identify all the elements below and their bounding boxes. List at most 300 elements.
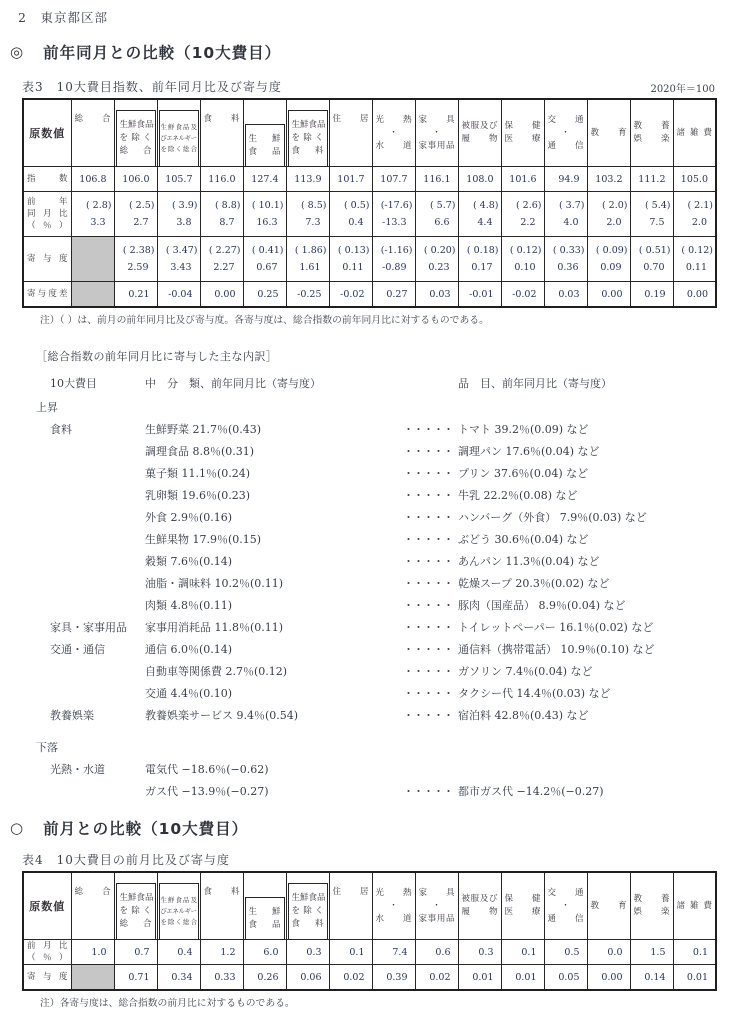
header-char: 食	[203, 887, 213, 897]
header-char: 生	[248, 133, 258, 144]
main-value: 3.43	[170, 261, 192, 273]
header-line	[24, 952, 71, 964]
header-line	[160, 144, 198, 155]
header-line	[545, 140, 587, 153]
header-char: 被	[461, 121, 471, 131]
column-header-cell	[114, 872, 157, 940]
paren-value: ( 0.33)	[552, 244, 585, 256]
header-char: 比	[58, 209, 68, 219]
header-char: 養	[660, 121, 670, 131]
main-value: 0.17	[471, 261, 493, 273]
main-value: 2.27	[213, 261, 235, 273]
header-line	[289, 918, 327, 931]
header-char: 前	[27, 197, 36, 207]
header-row	[23, 872, 716, 940]
main-value: 7.5	[649, 216, 665, 228]
header-char: ギ	[184, 134, 191, 142]
item-value: トイレットペーパー 16.1％(0.02) など	[458, 621, 654, 634]
header-line	[201, 886, 243, 899]
column-header-wrap	[459, 873, 501, 939]
header-line	[373, 140, 415, 153]
value-cell: -0.02	[329, 282, 372, 308]
value-cell: 0.1	[329, 940, 372, 965]
header-char: 月	[42, 209, 52, 219]
category-label: 食料	[50, 423, 72, 436]
header-char: 除	[168, 918, 174, 926]
value-cell	[114, 192, 157, 237]
header-char: 被	[461, 894, 471, 904]
value-cell: 0.39	[372, 965, 415, 991]
header-line	[416, 913, 458, 926]
column-header-box	[159, 883, 199, 939]
section-heading-yoy	[10, 41, 737, 63]
header-char: 食	[136, 120, 146, 130]
header-char: 熱	[402, 114, 412, 125]
header-line	[117, 892, 155, 905]
main-value: 3.3	[90, 216, 106, 228]
paren-value: ( 0.12)	[681, 244, 713, 256]
header-line	[631, 133, 673, 146]
category-label	[36, 595, 145, 617]
header-line	[24, 208, 71, 220]
item-cell	[403, 507, 647, 529]
header-char: 前	[27, 941, 36, 951]
header-line	[674, 127, 716, 140]
header-line	[24, 196, 71, 208]
header-char: 物	[488, 907, 498, 917]
column-header-cell	[415, 99, 458, 167]
header-line	[289, 145, 327, 158]
value-cell: 0.71	[114, 965, 157, 991]
header-char: 具	[445, 887, 455, 898]
header-char: く	[314, 133, 324, 143]
column-header-wrap	[244, 873, 286, 939]
mom-index-table	[22, 871, 717, 991]
item-cell	[403, 683, 611, 705]
main-value: 1.61	[299, 261, 321, 273]
value-cell	[243, 192, 286, 237]
value-cell: 101.7	[329, 167, 372, 192]
header-char: 履	[461, 907, 471, 917]
header-char: 履	[461, 134, 471, 144]
header-char: 合	[190, 145, 197, 153]
column-header-wrap	[502, 873, 544, 939]
header-char: 家	[418, 140, 428, 151]
item-cell	[403, 595, 626, 617]
header-char: 食	[248, 919, 258, 930]
table-row	[23, 237, 716, 282]
column-header-cell	[372, 99, 415, 167]
column-header-cell	[329, 99, 372, 167]
breakdown-row	[36, 639, 737, 661]
value-cell	[372, 237, 415, 282]
category-label	[36, 463, 145, 485]
header-char: 服	[470, 894, 480, 904]
header-char: 料	[314, 919, 324, 929]
category-label	[36, 441, 145, 463]
header-line	[502, 120, 544, 133]
value-cell: 7.4	[372, 940, 415, 965]
main-value: 16.3	[256, 216, 278, 228]
header-line	[588, 127, 630, 140]
column-header-wrap	[631, 100, 673, 166]
value-cell	[673, 237, 716, 282]
column-header-cell	[200, 872, 243, 940]
header-char: 食	[308, 120, 318, 130]
item-value: 調理パン 17.6％(0.04) など	[458, 445, 600, 458]
paren-value: ( 2.6)	[515, 199, 542, 211]
header-line	[117, 119, 155, 132]
column-header-box	[245, 897, 285, 939]
paren-value: ( 2.5)	[128, 199, 155, 211]
dots-leader: ・・・・・	[403, 489, 453, 502]
main-value: 7.3	[305, 216, 321, 228]
header-line	[289, 132, 327, 145]
paren-value: ( 0.09)	[595, 244, 628, 256]
column-header-wrap	[416, 100, 458, 166]
header-char: 寄	[27, 289, 36, 299]
value-cell	[673, 192, 716, 237]
header-char: 教	[590, 127, 600, 138]
header-char: 健	[531, 121, 541, 131]
header-char: 用	[436, 913, 446, 924]
header-char: 除	[131, 906, 140, 916]
value-cell: 116.0	[200, 167, 243, 192]
breakdown-header	[36, 373, 737, 395]
header-line	[631, 120, 673, 133]
value-cell: 94.9	[544, 167, 587, 192]
main-value: 2.2	[520, 216, 536, 228]
dots-leader: ・・・・・	[403, 445, 453, 458]
column-header-cell	[458, 872, 501, 940]
header-char: び	[160, 907, 167, 915]
direction-label: 下落	[36, 741, 58, 754]
header-line	[117, 918, 155, 931]
value-cell: 0.05	[544, 965, 587, 991]
header-char: 通	[547, 140, 557, 151]
header-line: ・	[432, 127, 441, 138]
header-char: 生	[119, 893, 129, 903]
column-header-box	[288, 883, 328, 939]
paren-value: ( 8.5)	[300, 199, 327, 211]
value-cell	[200, 237, 243, 282]
main-value: 3.8	[176, 216, 192, 228]
header-char: 総	[183, 918, 189, 926]
header-char: く	[142, 906, 152, 916]
header-char: 熱	[402, 887, 412, 898]
column-header-cell	[286, 872, 329, 940]
value-cell: -0.04	[157, 282, 200, 308]
value-cell: 105.0	[673, 167, 716, 192]
header-char: 療	[531, 907, 541, 917]
paren-value: ( 0.18)	[466, 244, 499, 256]
dots-leader: ・・・・・	[403, 533, 453, 546]
item-cell	[403, 529, 589, 551]
header-char: 食	[136, 893, 146, 903]
header-line	[416, 887, 458, 900]
header-char: く	[314, 906, 324, 916]
header-char: 事	[427, 913, 437, 924]
main-value: -13.3	[382, 216, 407, 228]
header-char: 料	[230, 887, 240, 897]
header-char: ）	[58, 221, 68, 231]
main-value: 2.59	[127, 261, 149, 273]
category-label	[36, 661, 145, 683]
row-label-cell	[23, 965, 71, 991]
main-value: 6.6	[434, 216, 450, 228]
main-value: 0.70	[643, 261, 665, 273]
value-cell: 0.0	[587, 940, 630, 965]
breakdown-row	[36, 463, 737, 485]
value-cell: 0.00	[200, 282, 243, 308]
value-cell	[71, 237, 114, 282]
header-char: 服	[470, 121, 480, 131]
header-char: 鮮	[168, 123, 174, 131]
header-line	[160, 122, 198, 133]
column-header-box	[116, 883, 156, 939]
header-line	[160, 133, 198, 144]
value-cell: 0.03	[544, 282, 587, 308]
header-char: び	[488, 894, 498, 904]
main-value: 0.36	[557, 261, 579, 273]
category-label	[36, 551, 145, 573]
item-cell	[403, 441, 600, 463]
header-char: を	[160, 918, 167, 926]
value-cell: 0.4	[157, 940, 200, 965]
main-value: 0.67	[256, 261, 278, 273]
double-circle-bullet-icon: ◎	[10, 43, 24, 61]
header-char: 除	[168, 145, 174, 153]
item-cell	[403, 661, 593, 683]
header-char: 医	[504, 134, 514, 144]
header-char: 雑	[689, 900, 699, 911]
value-cell: 0.00	[587, 965, 630, 991]
header-char: ％	[42, 953, 52, 963]
column-header-wrap	[115, 100, 157, 166]
value-cell	[200, 192, 243, 237]
breakdown-rows	[36, 397, 737, 803]
corner-label-cell: 原数値	[23, 872, 71, 940]
paren-value: ( 0.20)	[423, 244, 456, 256]
item-value: 通信料（携帯電話） 10.9％(0.10) など	[458, 643, 655, 656]
mid-class-value: 生鮮果物 17.9％(0.15)	[145, 533, 262, 546]
header-char: 生	[119, 120, 129, 130]
value-cell: 0.1	[673, 940, 716, 965]
header-char: ％	[42, 221, 52, 231]
mid-class-value: 油脂・調味料 10.2％(0.11)	[145, 577, 284, 590]
item-value: ハンバーグ（外食） 7.9％(0.03) など	[458, 511, 647, 524]
column-header-wrap	[588, 100, 630, 166]
column-header-cell	[544, 99, 587, 167]
breakdown-title: ［総合指数の前年同月比に寄与した主な内訳］	[36, 350, 278, 363]
header-char: 食	[175, 896, 182, 904]
value-cell: 0.26	[243, 965, 286, 991]
header-char: ル	[178, 134, 185, 142]
header-char: 合	[101, 887, 111, 897]
circle-bullet-icon: ○	[10, 819, 24, 837]
column-header-wrap	[545, 100, 587, 166]
header-line	[117, 905, 155, 918]
column-header-cell	[200, 99, 243, 167]
column-header-wrap	[72, 873, 114, 939]
header-char: 及	[479, 894, 489, 904]
header-char: 諸	[676, 127, 686, 138]
main-value: 0.4	[348, 216, 364, 228]
header-char: 居	[359, 887, 369, 897]
header-char: く	[175, 918, 182, 926]
item-value: ガソリン 7.4％(0.04) など	[458, 665, 593, 678]
value-cell	[630, 237, 673, 282]
value-cell: 0.1	[501, 940, 544, 965]
paren-value: ( 0.41)	[251, 244, 284, 256]
header-line	[160, 895, 198, 906]
header-char: 鮮	[271, 906, 281, 917]
header-char: 教	[633, 121, 643, 131]
column-header-wrap	[459, 100, 501, 166]
column-header-cell	[329, 872, 372, 940]
header-char: ー	[190, 907, 197, 915]
column-header-wrap	[244, 100, 286, 166]
value-cell: 127.4	[243, 167, 286, 192]
header-char: 水	[375, 913, 385, 924]
header-char: 健	[531, 894, 541, 904]
column-header-cell	[630, 872, 673, 940]
header-char: 交	[547, 114, 557, 125]
header-char: 合	[142, 146, 152, 156]
mid-class-value: 交通 4.4％(0.10)	[145, 687, 233, 700]
header-char: 娯	[633, 134, 643, 144]
header-line	[631, 893, 673, 906]
column-header-wrap	[588, 873, 630, 939]
header-char: び	[488, 121, 498, 131]
header-char: 具	[445, 114, 455, 125]
header-char: 品	[145, 120, 154, 130]
row-label-cell	[23, 282, 71, 308]
header-char: 楽	[660, 907, 670, 917]
header-line	[160, 906, 198, 917]
column-header-cell	[630, 99, 673, 167]
column-header-cell	[587, 99, 630, 167]
header-line	[502, 133, 544, 146]
paren-value: (-1.16)	[380, 244, 413, 256]
column-header-wrap	[330, 873, 372, 939]
value-cell	[329, 237, 372, 282]
item-cell	[403, 639, 655, 661]
header-char: 保	[504, 894, 514, 904]
value-cell: 1.0	[71, 940, 114, 965]
category-label: 教養娯楽	[50, 709, 94, 722]
value-cell: 0.21	[114, 282, 157, 308]
header-char: 総	[119, 146, 129, 156]
dots-leader: ・・・・・	[403, 423, 453, 436]
header-line	[117, 132, 155, 145]
dots-leader: ・・・・・	[403, 643, 453, 656]
value-cell	[458, 192, 501, 237]
column-header-wrap	[674, 100, 716, 166]
value-cell: 0.06	[286, 965, 329, 991]
header-char: 居	[359, 114, 369, 124]
main-value: 0.09	[600, 261, 622, 273]
header-char: ネ	[172, 134, 179, 142]
main-value: 0.11	[685, 261, 707, 273]
header-char: 交	[547, 887, 557, 898]
value-cell: 0.14	[630, 965, 673, 991]
main-value: 8.7	[219, 216, 235, 228]
value-cell	[630, 192, 673, 237]
table3-caption: 表3 10大費目指数、前年同月比及び寄与度	[22, 80, 282, 94]
header-char: 鮮	[300, 893, 309, 903]
dots-leader: ・・・・・	[403, 467, 453, 480]
category-label	[36, 507, 145, 529]
header-char: 品	[271, 919, 281, 930]
item-value: ぶどう 30.6％(0.04) など	[458, 533, 589, 546]
category-label: 交通・通信	[50, 643, 105, 656]
breakdown-row	[36, 507, 737, 529]
header-char: 道	[402, 140, 412, 151]
header-line	[246, 133, 284, 146]
column-header-cell	[114, 99, 157, 167]
header-char: く	[142, 133, 152, 143]
header-line	[24, 173, 71, 185]
header-line	[674, 900, 716, 913]
header-char: 及	[190, 896, 197, 904]
column-header-cell	[501, 872, 544, 940]
category-label	[36, 683, 145, 705]
column-header-cell	[157, 872, 200, 940]
header-char: 数	[58, 174, 68, 184]
header-char: ）	[58, 953, 68, 963]
header-line	[545, 887, 587, 900]
paren-value: ( 0.51)	[638, 244, 671, 256]
value-cell: 106.0	[114, 167, 157, 192]
header-char: ネ	[172, 907, 179, 915]
value-cell	[71, 282, 114, 308]
mid-class-value: 生鮮野菜 21.7％(0.43)	[145, 423, 262, 436]
breakdown-row	[36, 617, 737, 639]
header-line: ・	[389, 127, 398, 138]
header-line	[373, 114, 415, 127]
header-char: 教	[590, 900, 600, 911]
header-char: 与	[42, 972, 52, 982]
dots-leader: ・・・・・	[403, 621, 453, 634]
mid-class-value: 電気代 −18.6％(−0.62)	[145, 763, 269, 776]
header-char: を	[119, 906, 129, 916]
header-char: 鮮	[271, 133, 281, 144]
mid-class-value: 家事用消耗品 11.8％(0.11)	[145, 621, 284, 634]
header-line	[416, 140, 458, 153]
header-char: 品	[145, 893, 154, 903]
value-cell: 0.00	[673, 282, 716, 308]
item-value: トマト 39.2％(0.09) など	[458, 423, 589, 436]
item-value: 豚肉（国産品） 8.9％(0.04) など	[458, 599, 626, 612]
header-char: 娯	[633, 907, 643, 917]
header-char: び	[160, 134, 167, 142]
column-header-wrap	[201, 873, 243, 939]
mid-class-value: 教養娯楽サービス 9.4％(0.54)	[145, 709, 299, 722]
header-char: 雑	[689, 127, 699, 138]
value-cell: 0.6	[415, 940, 458, 965]
item-cell	[403, 573, 609, 595]
dots-leader: ・・・・・	[403, 687, 453, 700]
paren-value: ( 4.8)	[472, 199, 499, 211]
paren-value: ( 2.27)	[208, 244, 241, 256]
header-char: 用	[436, 140, 446, 151]
item-cell	[403, 463, 588, 485]
header-char: 与	[42, 254, 52, 264]
row-label-cell	[23, 940, 71, 965]
dots-leader: ・・・・・	[403, 599, 453, 612]
header-char: 物	[488, 134, 498, 144]
